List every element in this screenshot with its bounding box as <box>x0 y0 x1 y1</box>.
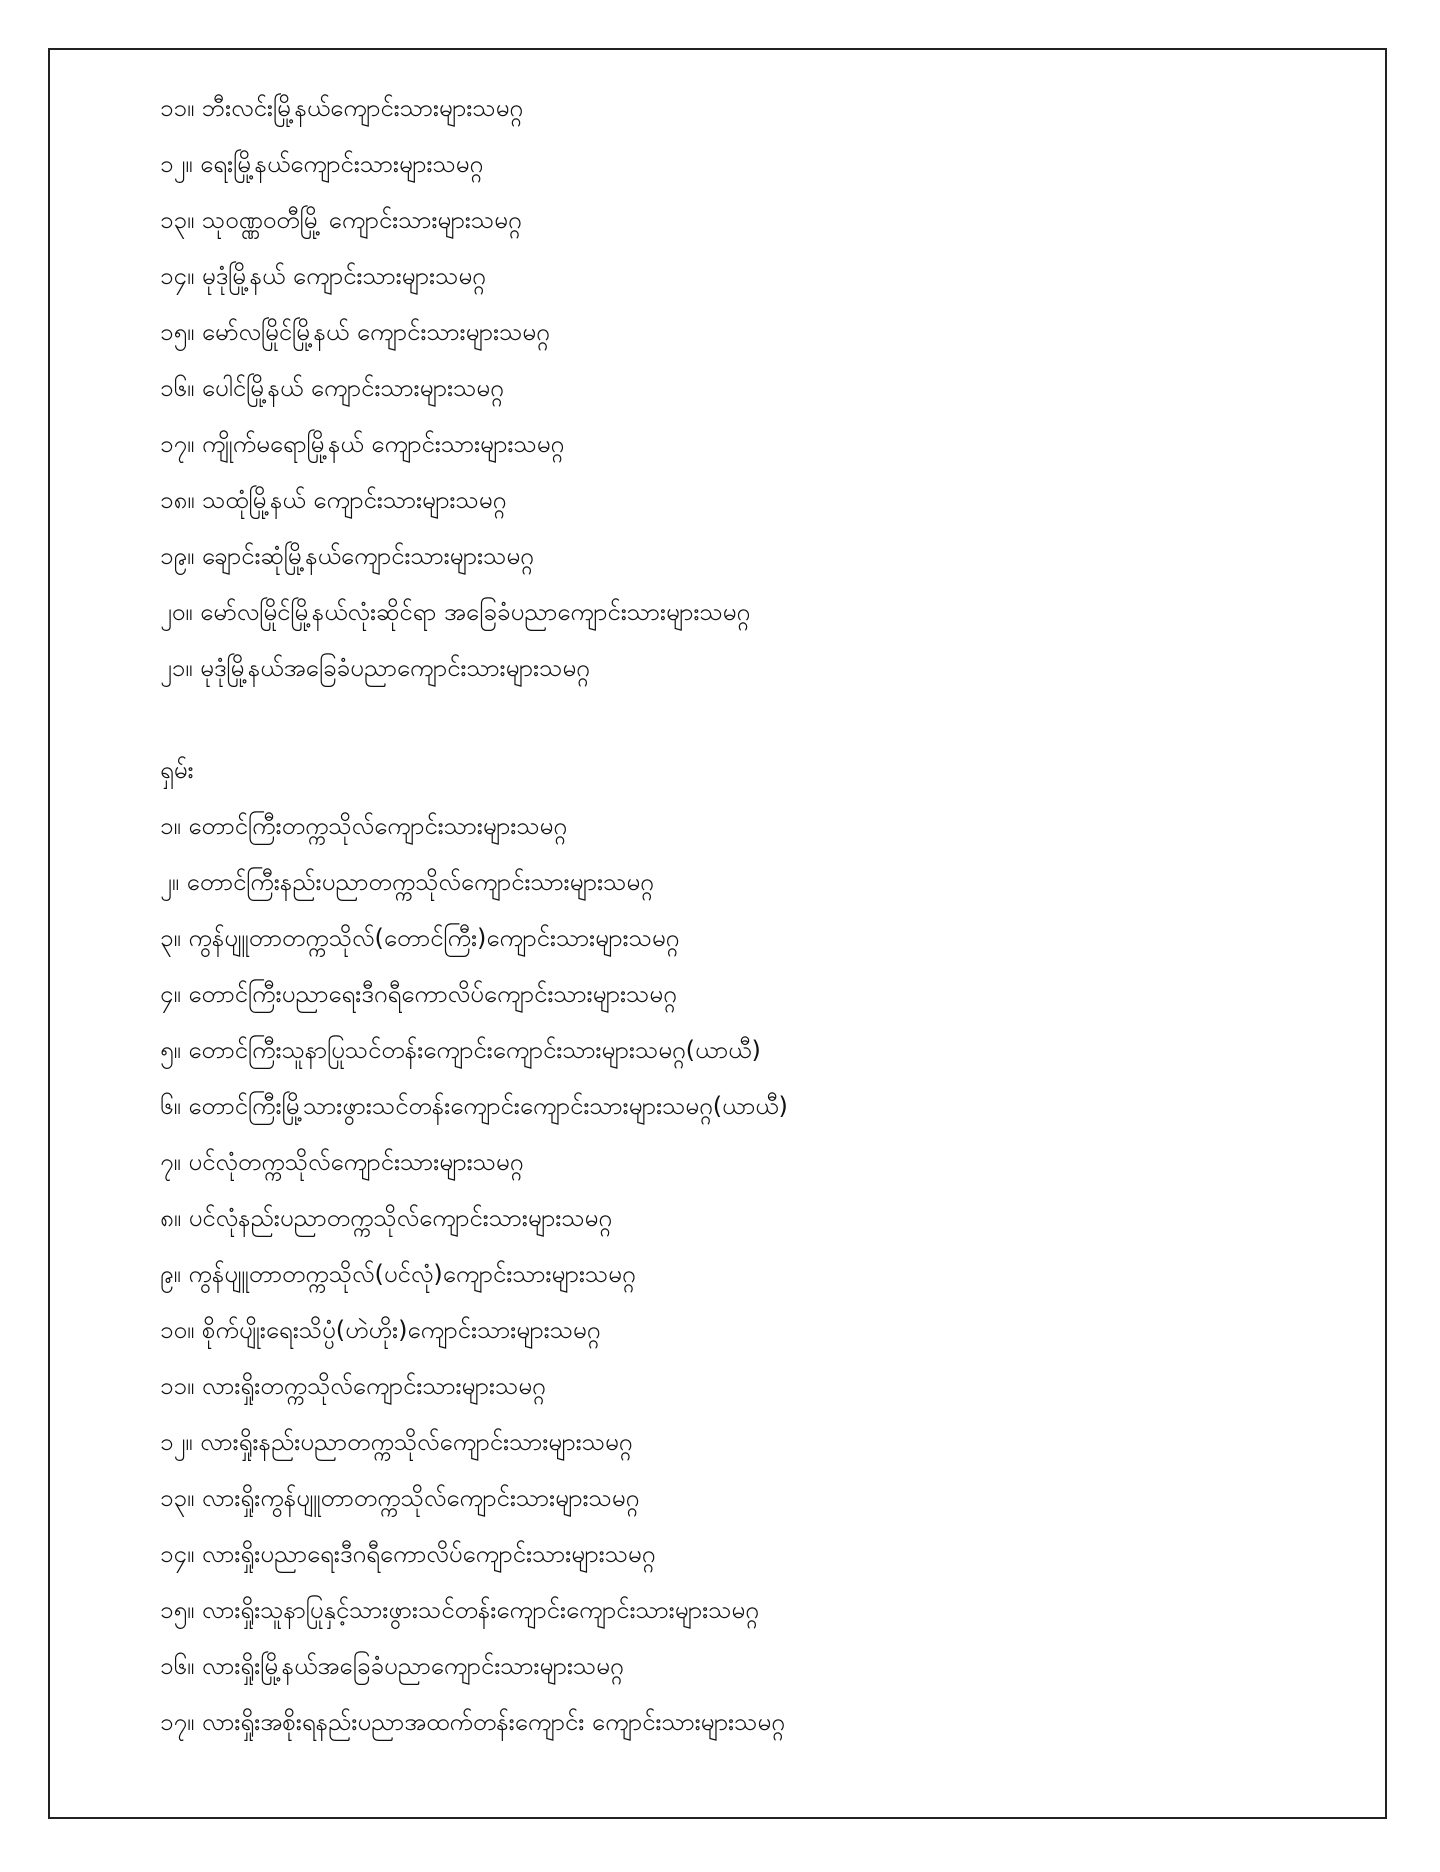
list-item: ၆။ တောင်ကြီးမြို့သားဖွားသင်တန်းကျောင်းကျောင်းသားများသမဂ္ဂ(ယာယီ) <box>160 1092 788 1120</box>
list-item: ၁၆။ ပေါင်မြို့နယ် ကျောင်းသားများသမဂ္ဂ <box>160 374 504 402</box>
union-list-shan <box>160 798 1280 1750</box>
list-item: ၁၂။ ရေးမြို့နယ်ကျောင်းသားများသမဂ္ဂ <box>160 150 484 178</box>
list-item: ၁။ တောင်ကြီးတက္ကသိုလ်ကျောင်းသားများသမဂ္ဂ <box>160 812 567 840</box>
list-item: ၁၁။ လားရှိုးတက္ကသိုလ်ကျောင်းသားများသမဂ္ဂ <box>160 1372 546 1400</box>
list-item: ၁၁။ ဘီးလင်းမြို့နယ်ကျောင်းသားများသမဂ္ဂ <box>160 94 524 122</box>
list-item: ၁၉။ ချောင်းဆုံမြို့နယ်ကျောင်းသားများသမဂ္ဂ <box>160 542 534 570</box>
union-list-mon <box>160 80 1280 696</box>
list-item: ၉။ ကွန်ပျူတာတက္ကသိုလ်(ပင်လုံ)ကျောင်းသားများသမဂ္ဂ <box>160 1260 636 1288</box>
list-item: ၁၄။ လားရှိုးပညာရေးဒီဂရီကောလိပ်ကျောင်းသားများသမဂ္ဂ <box>160 1540 656 1568</box>
list-item: ၈။ ပင်လုံနည်းပညာတက္ကသိုလ်ကျောင်းသားများသမဂ္ဂ <box>160 1204 612 1232</box>
list-item: ၁၅။ လားရှိုးသူနာပြုနှင့်သားဖွားသင်တန်းကျောင်းကျောင်းသားများသမဂ္ဂ <box>160 1596 759 1624</box>
list-item: ၁၄။ မုဒုံမြို့နယ် ကျောင်းသားများသမဂ္ဂ <box>160 262 486 290</box>
section-gap <box>160 696 1280 742</box>
list-item: ၁၃။ လားရှိုးကွန်ပျူတာတက္ကသိုလ်ကျောင်းသားများသမဂ္ဂ <box>160 1484 640 1512</box>
list-item: ၅။ တောင်ကြီးသူနာပြုသင်တန်းကျောင်းကျောင်းသားများသမဂ္ဂ(ယာယီ) <box>160 1036 761 1064</box>
list-item: ၇။ ပင်လုံတက္ကသိုလ်ကျောင်းသားများသမဂ္ဂ <box>160 1148 524 1176</box>
list-item: ၃။ ကွန်ပျူတာတက္ကသိုလ်(တောင်ကြီး)ကျောင်းသားများသမဂ္ဂ <box>160 924 680 952</box>
list-item: ၁၈။ သထုံမြို့နယ် ကျောင်းသားများသမဂ္ဂ <box>160 486 507 514</box>
list-item: ၂၁။ မုဒုံမြို့နယ်အခြေခံပညာကျောင်းသားများသမဂ္ဂ <box>160 654 590 682</box>
list-item: ၁၇။ ကျိုက်မရောမြို့နယ် ကျောင်းသားများသမဂ္ဂ <box>160 430 565 458</box>
list-item: ၂။ တောင်ကြီးနည်းပညာတက္ကသိုလ်ကျောင်းသားများသမဂ္ဂ <box>160 868 654 896</box>
list-item: ၁၀။ စိုက်ပျိုးရေးသိပ္ပံ(ဟဲဟိုး)ကျောင်းသားများသမဂ္ဂ <box>160 1316 601 1344</box>
list-item: ၄။ တောင်ကြီးပညာရေးဒီဂရီကောလိပ်ကျောင်းသားများသမဂ္ဂ <box>160 980 677 1008</box>
list-item: ၁၇။ လားရှိုးအစိုးရနည်းပညာအထက်တန်းကျောင်း ကျောင်းသားများသမဂ္ဂ <box>160 1708 785 1736</box>
section-heading-shan: ရှမ်း <box>160 756 194 784</box>
list-item: ၁၆။ လားရှိုးမြို့နယ်အခြေခံပညာကျောင်းသားများသမဂ္ဂ <box>160 1652 624 1680</box>
list-item: ၁၃။ သုဝဏ္ဏဝတီမြို့ ကျောင်းသားများသမဂ္ဂ <box>160 206 522 234</box>
document-body <box>160 80 1280 1750</box>
list-item: ၁၅။ မော်လမြိုင်မြို့နယ် ကျောင်းသားများသမဂ္ဂ <box>160 318 550 346</box>
list-item: ၁၂။ လားရှိုးနည်းပညာတက္ကသိုလ်ကျောင်းသားများသမဂ္ဂ <box>160 1428 633 1456</box>
list-item: ၂၀။ မော်လမြိုင်မြို့နယ်လုံးဆိုင်ရာ အခြေခံပညာကျောင်းသားများသမဂ္ဂ <box>160 598 751 626</box>
